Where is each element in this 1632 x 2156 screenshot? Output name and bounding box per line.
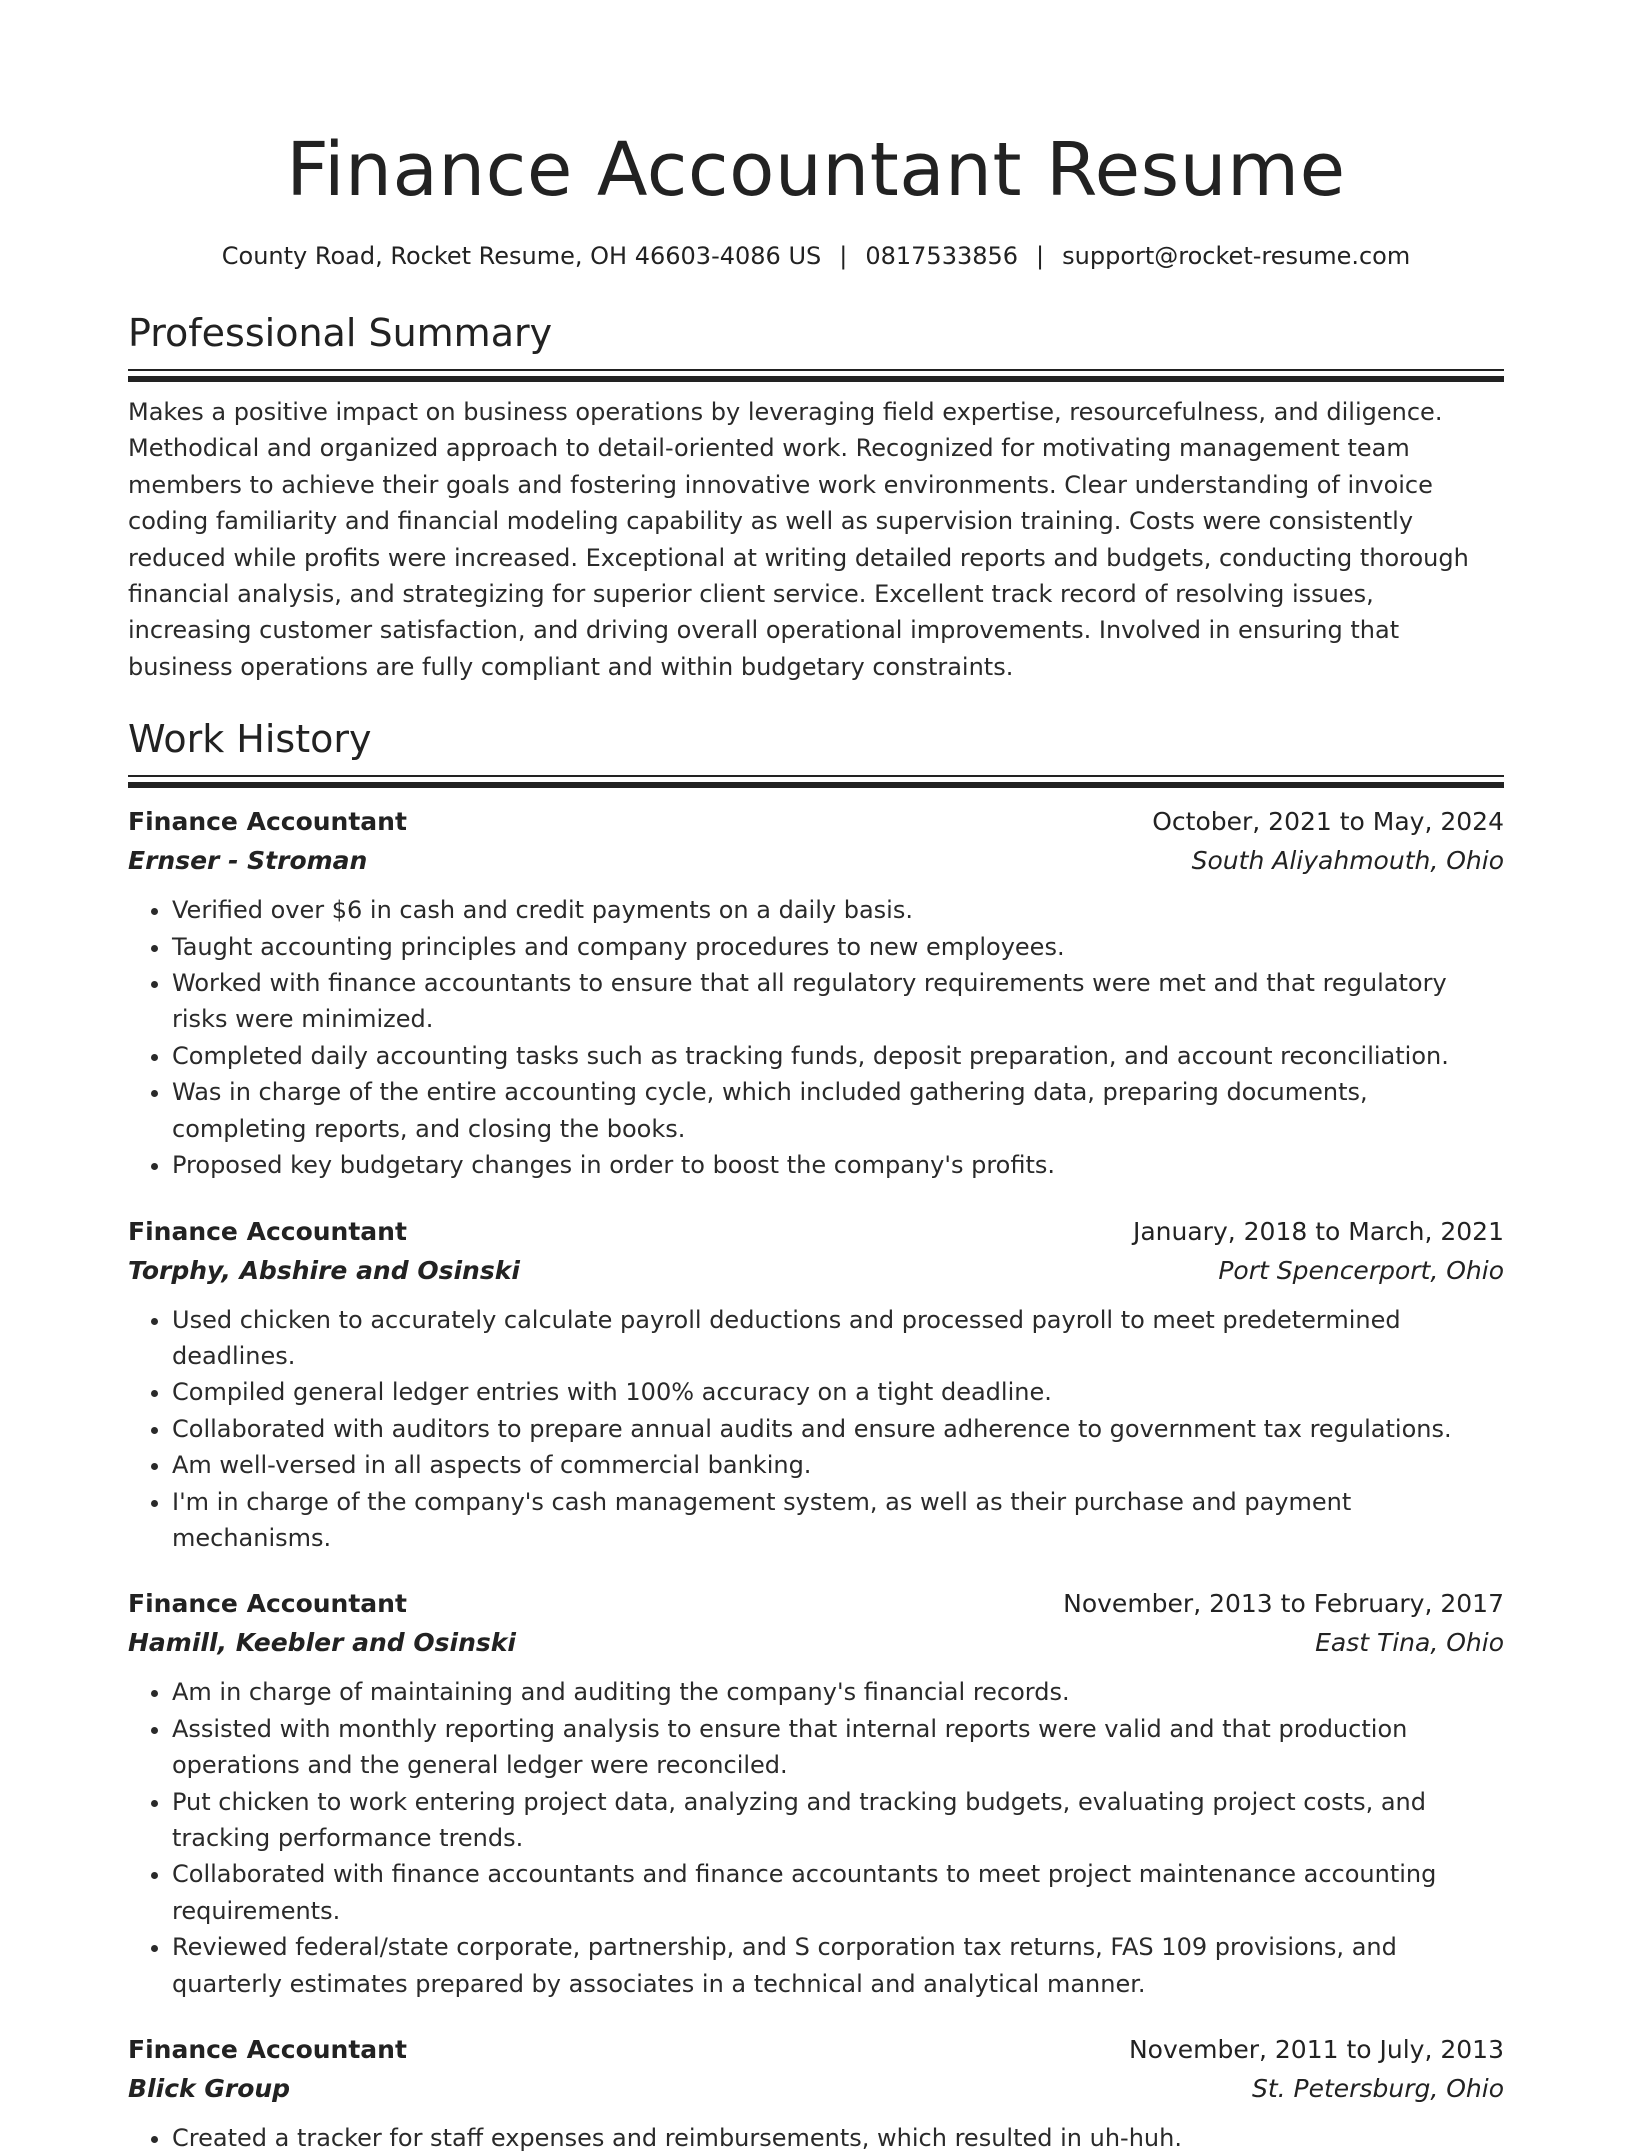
section-divider-thick bbox=[128, 782, 1504, 788]
job-dates: January, 2018 to March, 2021 bbox=[1132, 1216, 1504, 1246]
work-history-heading: Work History bbox=[128, 717, 372, 762]
job-bullets bbox=[128, 1674, 1504, 2002]
job-entry bbox=[128, 1212, 1504, 1557]
job-bullets bbox=[128, 1302, 1504, 1557]
job-dates: November, 2011 to July, 2013 bbox=[1128, 2035, 1504, 2064]
job-bullet: • Put chicken to work entering project data, analyzing and tracking budgets, evaluating project costs, and tracking performance trends. bbox=[172, 1784, 1504, 1857]
job-location: St. Petersburg, Ohio bbox=[1251, 2074, 1504, 2103]
job-location: East Tina, Ohio bbox=[1315, 1628, 1504, 1658]
job-bullet: • Was in charge of the entire accounting cycle, which included gathering data, preparing documents, completing reports, and closing the books. bbox=[172, 1074, 1504, 1147]
job-bullet: • Completed daily accounting tasks such as tracking funds, deposit preparation, and account reconciliation. bbox=[172, 1038, 1504, 1074]
section-divider bbox=[128, 775, 1504, 777]
job-title: Finance Accountant bbox=[128, 807, 407, 837]
summary-heading: Professional Summary bbox=[128, 311, 553, 355]
job-header-row bbox=[128, 1212, 1504, 1251]
section-divider-thick bbox=[128, 376, 1504, 382]
job-company: Torphy, Abshire and Osinski bbox=[128, 1255, 520, 1285]
job-dates: November, 2013 to February, 2017 bbox=[1063, 1589, 1504, 1619]
resume-title: Finance Accountant Resume bbox=[286, 127, 1346, 213]
contact-email: support@rocket-resume.com bbox=[1062, 242, 1411, 270]
section-divider bbox=[128, 369, 1504, 371]
job-bullet: • Compiled general ledger entries with 100% accuracy on a tight deadline. bbox=[172, 1374, 1504, 1410]
job-title: Finance Accountant bbox=[128, 1216, 407, 1246]
job-bullet: • Worked with finance accountants to ensure that all regulatory requirements were met and that regulatory risks were minimized. bbox=[172, 965, 1504, 1038]
job-company: Blick Group bbox=[128, 2074, 291, 2103]
contact-phone: 0817533856 bbox=[865, 242, 1019, 270]
resume-page bbox=[128, 0, 1504, 2156]
job-company-row bbox=[128, 1623, 1504, 1662]
job-bullet: • Am in charge of maintaining and auditing the company's financial records. bbox=[172, 1674, 1504, 1710]
job-dates: October, 2021 to May, 2024 bbox=[1152, 807, 1504, 837]
job-bullets bbox=[128, 892, 1504, 1183]
job-location: South Aliyahmouth, Ohio bbox=[1191, 846, 1504, 876]
job-bullet: • I'm in charge of the company's cash management system, as well as their purchase and payment mechanisms. bbox=[172, 1484, 1504, 1557]
job-entry bbox=[128, 1584, 1504, 2002]
job-bullet: • Proposed key budgetary changes in order to boost the company's profits. bbox=[172, 1147, 1504, 1183]
job-company-row bbox=[128, 1251, 1504, 1290]
job-entry bbox=[128, 802, 1504, 1183]
job-bullet: • Reviewed federal/state corporate, partnership, and S corporation tax returns, FAS 109 provisions, and quarterly estimates prepared by associates in a technical and analytical manner. bbox=[172, 1929, 1504, 2002]
job-title: Finance Accountant bbox=[128, 2035, 407, 2064]
job-company-row bbox=[128, 2069, 1504, 2108]
contact-separator: | bbox=[839, 242, 848, 270]
job-company: Hamill, Keebler and Osinski bbox=[128, 1628, 516, 1658]
job-bullet: • Used chicken to accurately calculate payroll deductions and processed payroll to meet predetermined deadlines. bbox=[172, 1302, 1504, 1375]
job-bullet: • Verified over $6 in cash and credit payments on a daily basis. bbox=[172, 892, 1504, 928]
job-entry bbox=[128, 2030, 1504, 2156]
job-header-row bbox=[128, 2030, 1504, 2069]
contact-separator: | bbox=[1036, 242, 1045, 270]
job-bullets bbox=[128, 2120, 1504, 2156]
work-history-list bbox=[128, 802, 1504, 2156]
job-bullet: • Am well-versed in all aspects of commercial banking. bbox=[172, 1447, 1504, 1483]
job-bullet: • Taught accounting principles and company procedures to new employees. bbox=[172, 929, 1504, 965]
job-bullet: • Created a tracker for staff expenses and reimbursements, which resulted in uh-huh. bbox=[172, 2120, 1504, 2156]
job-bullet: • Collaborated with finance accountants and finance accountants to meet project maintenance accounting requirements. bbox=[172, 1856, 1504, 1929]
job-company-row bbox=[128, 841, 1504, 880]
job-bullet: • Assisted with monthly reporting analysis to ensure that internal reports were valid and that production operations and the general ledger were reconciled. bbox=[172, 1711, 1504, 1784]
contact-address: County Road, Rocket Resume, OH 46603-4086 US bbox=[221, 242, 822, 270]
job-location: Port Spencerport, Ohio bbox=[1218, 1255, 1504, 1285]
contact-line bbox=[128, 240, 1504, 272]
job-header-row bbox=[128, 1584, 1504, 1623]
job-bullet: • Collaborated with auditors to prepare annual audits and ensure adherence to government tax regulations. bbox=[172, 1411, 1504, 1447]
summary-text: Makes a positive impact on business operations by leveraging field expertise, resourcefulness, and diligence. Methodical and organized approach to detail-oriented work. Recognized for motivating management team members to achieve their goals and fostering innovative work environments. Clear understanding of invoice coding familiarity and financial modeling capability as well as supervision training. Costs were consistently reduced while profits were increased. Exceptional at writing detailed reports and budgets, conducting thorough financial analysis, and strategizing for superior client service. Excellent track record of resolving issues, increasing customer satisfaction, and driving overall operational improvements. Involved in ensuring that business operations are fully compliant and within budgetary constraints. bbox=[128, 398, 1469, 681]
job-company: Ernser - Stroman bbox=[128, 846, 368, 876]
job-title: Finance Accountant bbox=[128, 1589, 407, 1619]
job-header-row bbox=[128, 802, 1504, 841]
